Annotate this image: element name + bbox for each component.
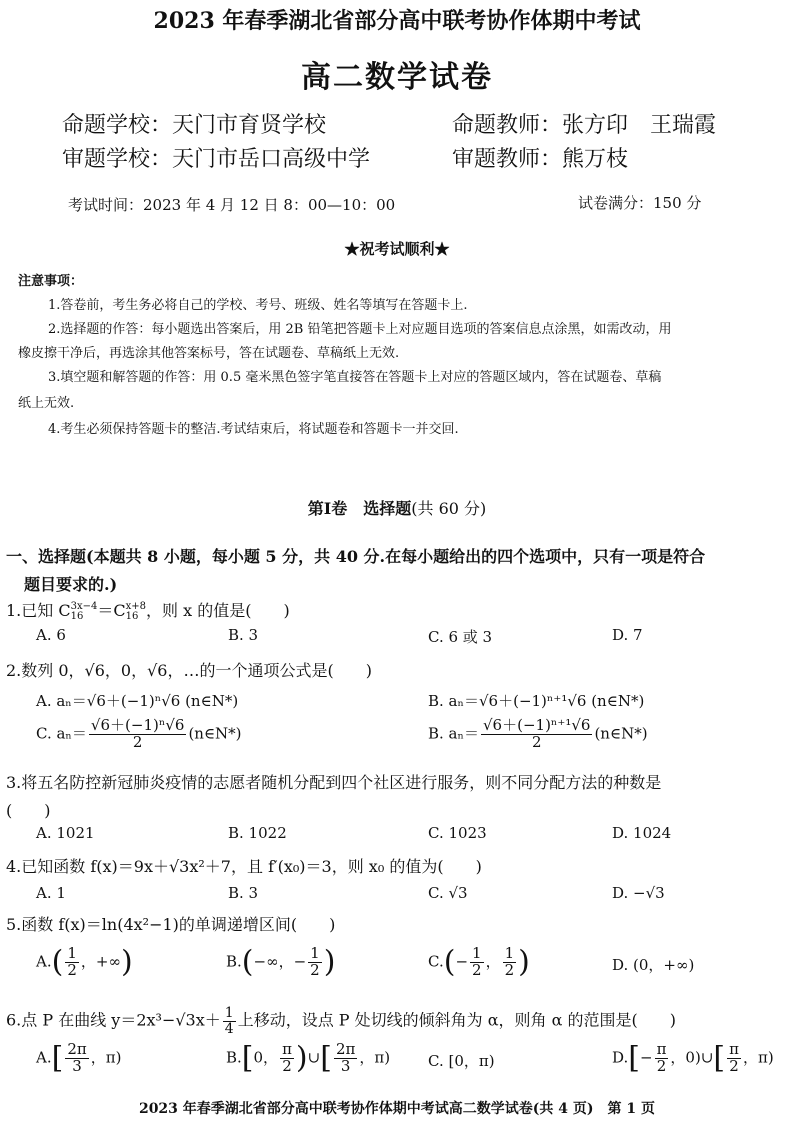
part1-heading: [0, 496, 794, 519]
q1-sup1: 3x−4: [70, 600, 98, 612]
q2-d-denominator: 2: [531, 732, 542, 751]
setting-teacher-line: [452, 108, 716, 139]
q2-d-numerator: √6＋(−1)ⁿ⁺¹√6: [483, 716, 591, 734]
part1-title: 第Ⅰ卷 选择题: [307, 499, 412, 518]
review-teacher-label: 审题教师：: [452, 147, 563, 172]
review-school-line: [62, 142, 370, 173]
review-teacher: 熊万枝: [562, 147, 629, 172]
q1-option-d: D. 7: [612, 626, 643, 644]
q4-stem: 4.已知函数 f(x)＝9x＋√3x²＋7，且 f′(x₀)＝3，则 x₀ 的值为( ): [6, 857, 482, 876]
q1-sup2: x+8: [125, 600, 146, 612]
q1-option-b: B. 3: [228, 626, 259, 644]
notice-title: 注意事项：: [18, 274, 84, 289]
setting-school-line: [62, 108, 326, 139]
q6-option-b: B.[0， $\frac{\pi}{2}$ )∪[ $\frac{2\pi}{3}$ ，π): [226, 1040, 391, 1076]
q1-sub2: 16: [125, 610, 139, 622]
q5-stem: 5.函数 f(x)＝ln(4x²−1)的单调递增区间( ): [6, 915, 336, 934]
q4-option-c: C. √3: [428, 884, 468, 902]
part1-score: (共 60 分): [411, 499, 487, 518]
q6-option-a: A.[ $\frac{2\pi}{3}$ ，π): [36, 1040, 122, 1076]
notice-item-3a: 3.填空题和解答题的作答：用 0.5 毫米黑色签字笔直接答在答题卡上对应的答题区域内，答在试题卷、草稿: [48, 370, 662, 385]
review-school-label: 审题学校：: [62, 147, 173, 172]
setting-teachers: 张方印 王瑞霞: [562, 113, 717, 138]
wish-banner: ★祝考试顺利★: [344, 240, 450, 258]
setting-teacher-label: 命题教师：: [452, 113, 563, 138]
notice-item-2b: 橡皮擦干净后，再选涂其他答案标号，答在试题卷、草稿纸上无效.: [18, 346, 400, 361]
q2-c-denominator: 2: [132, 732, 143, 751]
q1-sub1: 16: [70, 610, 84, 622]
page-footer: 2023 年春季湖北省部分高中联考协作体期中考试高二数学试卷(共 4 页) 第 1 页: [138, 1101, 656, 1117]
q3-option-d: D. 1024: [612, 824, 672, 842]
q3-paren: ( ): [6, 801, 51, 820]
q5-option-a: A.( $\frac{1}{2}$ ，+∞): [36, 944, 133, 980]
notice-item-1: 1.答卷前，考生务必将自己的学校、考号、班级、姓名等填写在答题卡上.: [48, 298, 468, 313]
notice-item-4: 4.考生必须保持答题卡的整洁.考试结束后，将试题卷和答题卡一并交回.: [48, 422, 459, 437]
setting-school: 天门市育贤学校: [172, 113, 327, 138]
q6-stem: 6.点 P 在曲线 y＝2x³−√3x＋ $\frac{1}{4}$ 上移动，设点 P 处切线的倾斜角为 α，则角 α 的范围是( ): [6, 1005, 676, 1037]
q4-option-a: A. 1: [36, 884, 66, 902]
q6-option-c: C. [0，π): [428, 1052, 495, 1070]
section1-line1: 一、选择题(本题共 8 小题，每小题 5 分，共 40 分.在每小题给出的四个选项中，只有一项是符合: [6, 547, 706, 566]
q6-option-d: D.[− $\frac{\pi}{2}$ ，0)∪[ $\frac{\pi}{2}$ ，π): [612, 1040, 774, 1076]
q3-option-c: C. 1023: [428, 824, 487, 842]
q2-option-b: B. aₙ＝√6＋(−1)ⁿ⁺¹√6 (n∈N*): [428, 692, 645, 710]
notice-item-2a: 2.选择题的作答：每小题选出答案后，用 2B 铅笔把答题卡上对应题目选项的答案信息点涂黑，如需改动，用: [48, 322, 672, 337]
exam-time: 考试时间：2023 年 4 月 12 日 8：00—10：00: [68, 196, 396, 214]
q1-option-c: C. 6 或 3: [428, 628, 493, 646]
q5-option-d: D. (0，+∞): [612, 956, 695, 974]
notice-item-3b: 纸上无效.: [18, 396, 75, 411]
q3-option-b: B. 1022: [228, 824, 287, 842]
q4-option-d: D. −√3: [612, 884, 665, 902]
q1-option-a: A. 6: [36, 626, 66, 644]
q2-c-numerator: √6＋(−1)ⁿ√6: [90, 716, 185, 734]
q1-stem: 1.已知 C 3x−4 16 ＝C x+8 16 ，则 x 的值是( ): [6, 600, 290, 622]
q3-stem: 3.将五名防控新冠肺炎疫情的志愿者随机分配到四个社区进行服务，则不同分配方法的种数是: [6, 773, 662, 792]
section1-line2: 题目要求的.): [24, 575, 118, 594]
review-teacher-line: [452, 142, 628, 173]
full-score: 试卷满分：150 分: [578, 194, 702, 212]
q3-option-a: A. 1021: [36, 824, 95, 842]
q2-option-d: B. aₙ＝ $\frac{\text{√6＋(−1)ⁿ⁺¹√6}}{2}$ (n∈N*): [428, 716, 648, 751]
q2-stem: 2.数列 0，√6，0，√6，…的一个通项公式是( ): [6, 661, 372, 680]
q5-option-b: B.(−∞，− $\frac{1}{2}$ ): [226, 944, 336, 980]
exam-title: 2023 年春季湖北省部分高中联考协作体期中考试: [153, 8, 641, 34]
q2-option-a: A. aₙ＝√6＋(−1)ⁿ√6 (n∈N*): [36, 692, 239, 710]
q4-option-b: B. 3: [228, 884, 259, 902]
review-school: 天门市岳口高级中学: [172, 147, 371, 172]
q5-option-c: C.(− $\frac{1}{2}$ ， $\frac{1}{2}$ ): [428, 944, 530, 980]
setting-school-label: 命题学校：: [62, 113, 173, 138]
q2-option-c: C. aₙ＝ $\frac{\text{√6＋(−1)ⁿ√6}}{2}$ (n∈N*): [36, 716, 242, 751]
paper-title: 高二数学试卷: [301, 60, 493, 95]
